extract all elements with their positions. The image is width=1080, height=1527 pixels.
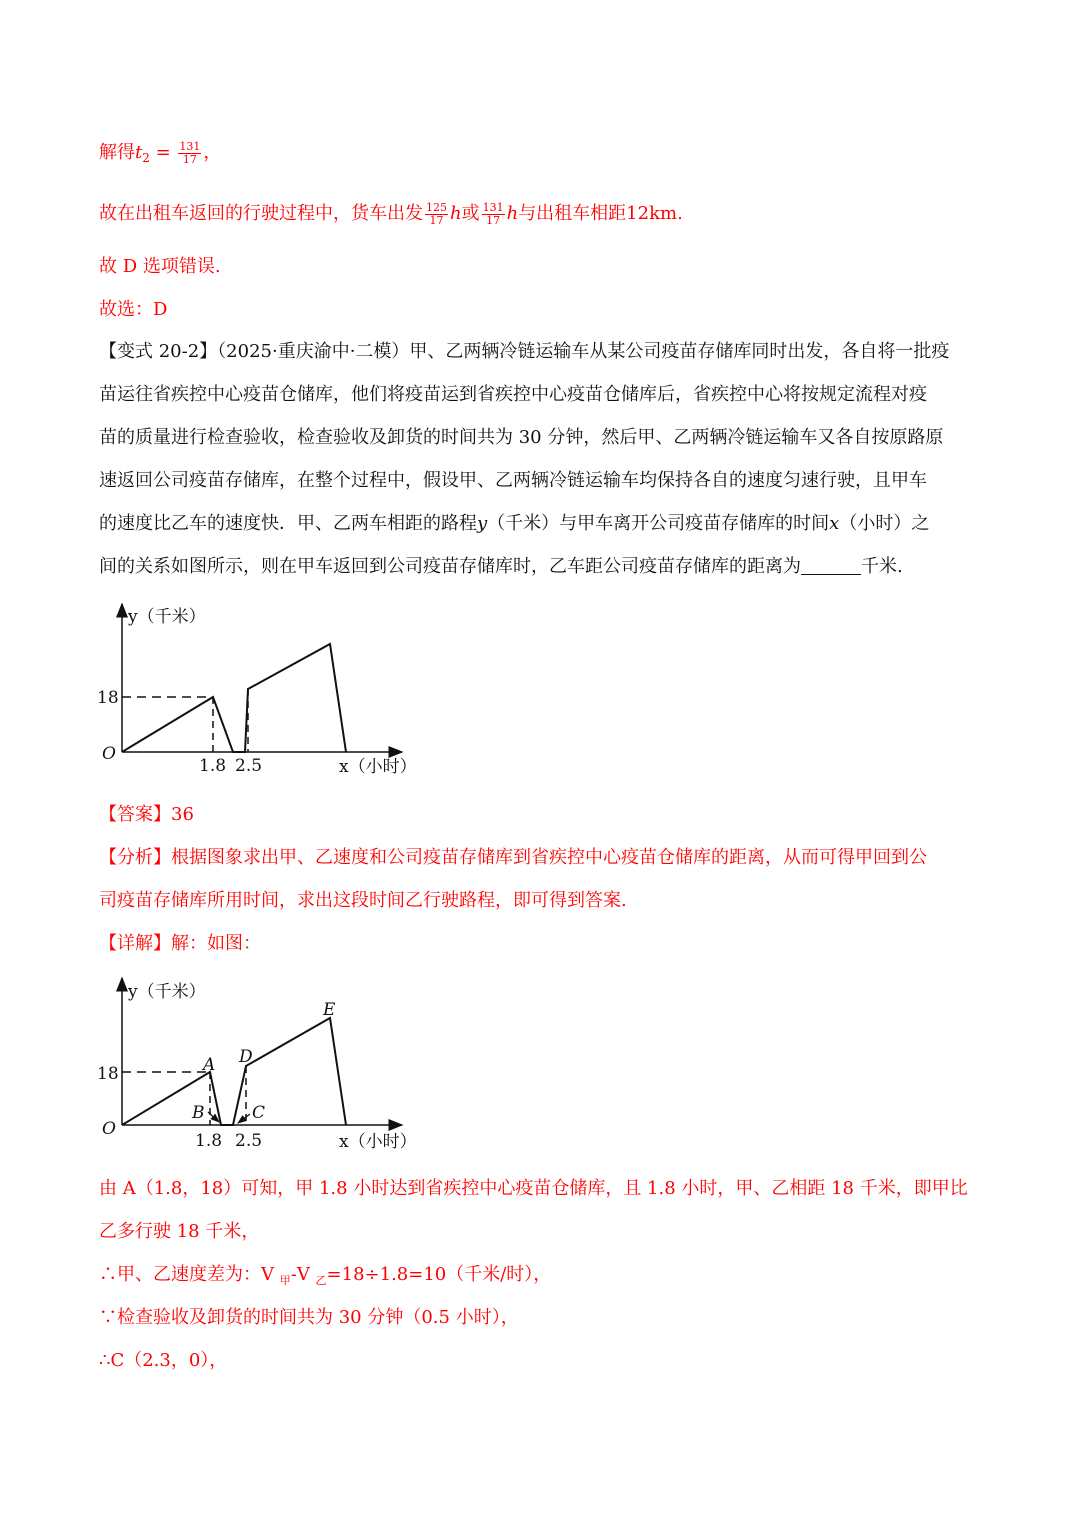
- fraction: [178, 141, 201, 166]
- point-label-c: C: [252, 1103, 266, 1123]
- solution-line: ∴C（2.3，0），: [99, 1350, 228, 1371]
- problem-line: [99, 502, 983, 545]
- problem-line: 速返回公司疫苗存储库，在整个过程中，假设甲、乙两辆冷链运输车均保持各自的速度匀速行驶，且甲车: [99, 470, 927, 491]
- text: 千米.: [861, 556, 903, 577]
- problem-line: 苗的质量进行检查验收，检查验收及卸货的时间共为 30 分钟，然后甲、乙两辆冷链运输车又各自按原路原: [99, 427, 944, 448]
- denominator: 17: [182, 152, 197, 166]
- text: （千米）与甲车离开公司疫苗存储库的时间: [487, 513, 830, 534]
- solution-line: 乙多行驶 18 千米，: [99, 1221, 260, 1242]
- var-t: t: [135, 142, 143, 163]
- solution-line-choice: 故选：D: [99, 299, 168, 320]
- y-tick-label: 18: [97, 688, 119, 708]
- equals: =: [149, 142, 177, 163]
- point-label-b: B: [192, 1103, 205, 1123]
- denominator: 17: [429, 213, 444, 227]
- detail-line: [99, 931, 261, 957]
- numerator: 125: [426, 200, 447, 214]
- text: 故在出租车返回的行驶过程中，货车出发: [99, 203, 423, 224]
- var-y: y: [477, 513, 488, 534]
- point-label-e: E: [323, 1000, 336, 1020]
- x-tick-label: 1.8: [199, 756, 227, 776]
- subscript: 甲: [279, 1274, 291, 1287]
- solution-line-d-wrong: 故 D 选项错误.: [99, 256, 221, 277]
- punct: ，: [203, 142, 222, 163]
- detail-label: 【详解】: [99, 933, 171, 954]
- x-tick-label: 2.5: [235, 756, 263, 776]
- x-tick-label: 1.8: [195, 1131, 223, 1151]
- y-axis-label: y（千米）: [128, 607, 206, 627]
- text: 与出租车相距12km.: [518, 203, 683, 224]
- numerator: 131: [482, 200, 504, 214]
- problem-line: [99, 545, 983, 588]
- y-axis-label: y（千米）: [128, 982, 206, 1002]
- analysis-text: 根据图象求出甲、乙速度和公司疫苗存储库到省疾控中心疫苗仓储库的距离，从而可得甲回到公: [171, 847, 927, 868]
- detail-text: 解：如图：: [171, 933, 261, 954]
- solution-line-conclusion: [99, 201, 683, 227]
- analysis-label: 【分析】: [99, 847, 171, 868]
- point-label-d: D: [239, 1047, 253, 1067]
- fraction-1: [425, 202, 448, 227]
- text: （小时）之: [839, 513, 930, 534]
- answer-line: [99, 802, 194, 828]
- solution-line: 由 A（1.8，18）可知，甲 1.8 小时达到省疾控中心疫苗仓储库，且 1.8 小时，甲、乙相距 18 千米，即甲比: [99, 1178, 968, 1199]
- text-prefix: 解得: [99, 142, 135, 163]
- origin-label: O: [102, 1119, 116, 1139]
- subscript: 乙: [315, 1274, 327, 1287]
- problem-line: 苗运往省疾控中心疫苗仓储库，他们将疫苗运到省疾控中心疫苗仓储库后，省疾控中心将按规定流程对疫: [99, 384, 927, 405]
- pointer-arrow-c: [238, 1114, 250, 1123]
- answer-value: 36: [171, 804, 194, 825]
- analysis-line: [99, 845, 927, 871]
- answer-label: 【答案】: [99, 804, 171, 825]
- subscript: 2: [142, 151, 150, 165]
- origin-label: O: [102, 744, 116, 764]
- graph-2: [90, 972, 420, 1157]
- x-tick-label: 2.5: [235, 1131, 263, 1151]
- text: =18÷1.8=10（千米/时），: [326, 1264, 552, 1285]
- graph-line: [122, 644, 346, 752]
- unit-h: h: [506, 203, 519, 224]
- problem-statement: [99, 330, 983, 588]
- analysis-line-2: 司疫苗存储库所用时间，求出这段时间乙行驶路程，即可得到答案.: [99, 890, 627, 911]
- var-x: x: [829, 513, 840, 534]
- unit-h: h: [450, 203, 462, 224]
- text: -V: [290, 1264, 316, 1285]
- fraction-2: [482, 202, 505, 227]
- graph-1: [90, 598, 420, 783]
- x-axis-label: x（小时）: [339, 757, 417, 777]
- x-axis-label: x（小时）: [339, 1132, 417, 1152]
- numerator: 131: [179, 139, 201, 153]
- denominator: 17: [486, 213, 501, 227]
- text: 的速度比乙车的速度快．甲、乙两车相距的路程: [99, 513, 477, 534]
- text: ∴甲、乙速度差为：V: [99, 1264, 280, 1285]
- answer-blank: [801, 556, 861, 575]
- problem-line: 【变式 20-2】（2025·重庆渝中·二模）甲、乙两辆冷链运输车从某公司疫苗存储库同时出发，各自将一批疫: [99, 341, 950, 362]
- y-tick-label: 18: [97, 1064, 119, 1084]
- solution-line: ∵检查验收及卸货的时间共为 30 分钟（0.5 小时），: [99, 1307, 519, 1328]
- text-or: 或: [461, 203, 480, 224]
- point-label-a: A: [203, 1055, 216, 1075]
- solution-line-speed: [99, 1262, 551, 1294]
- solution-line-t2: [99, 140, 221, 171]
- text: 间的关系如图所示，则在甲车返回到公司疫苗存储库时，乙车距公司疫苗存储库的距离为: [99, 556, 801, 577]
